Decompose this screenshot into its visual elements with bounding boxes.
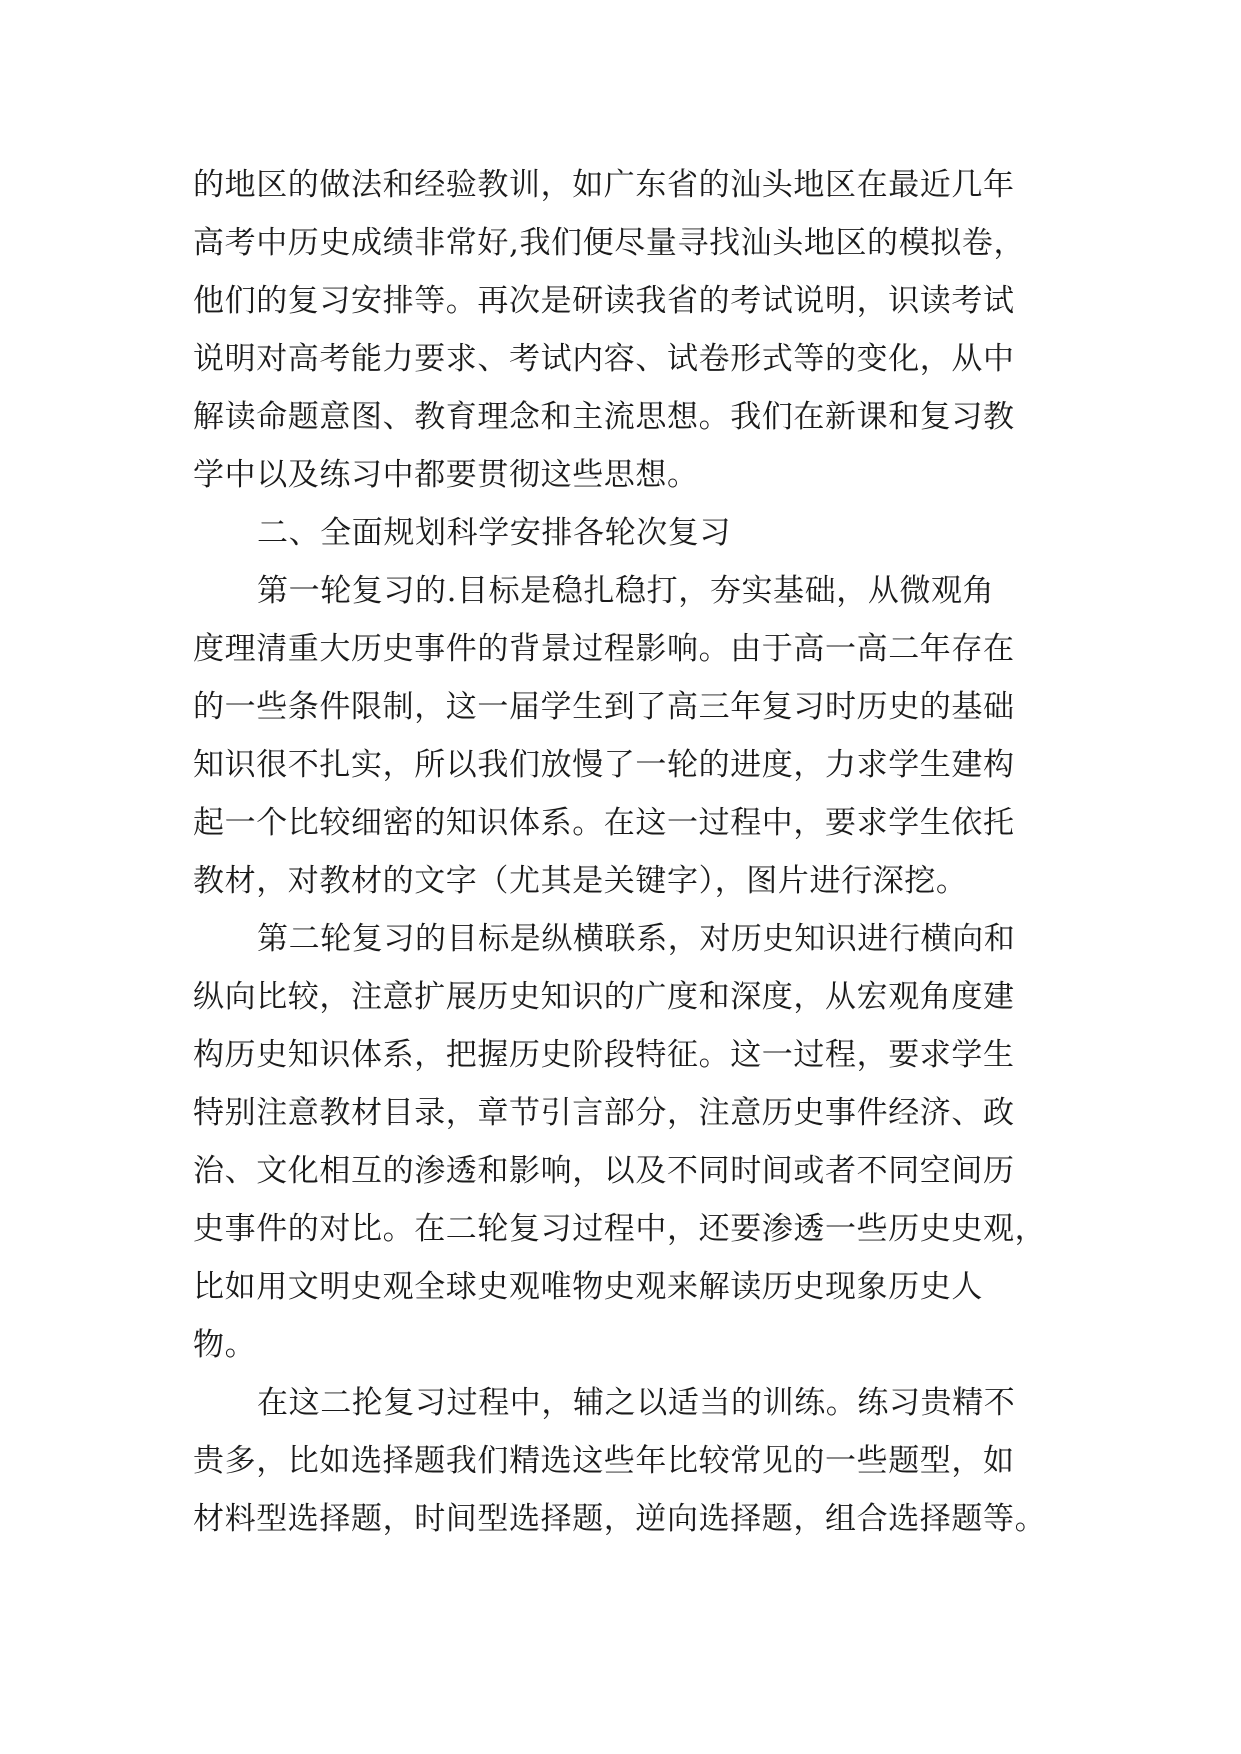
text-line: 在这二抡复习过程中，辅之以适当的训练。练习贵精不 (257, 1385, 1016, 1421)
text-line: 构历史知识体系，把握历史阶段特征。这一过程，要求学生 (193, 1037, 1015, 1073)
section-heading: 二、全面规划科学安排各轮次复习 (257, 515, 731, 551)
text-line: 史事件的对比。在二轮复习过程中，还要渗透一些历史史观， (193, 1211, 1047, 1247)
text-line: 解读命题意图、教育理念和主流思想。我们在新课和复习教 (193, 399, 1015, 435)
document-body (193, 156, 1073, 1548)
text-line: 材料型选择题，时间型选择题，逆向选择题，组合选择题等。 (193, 1501, 1047, 1537)
text-line: 治、文化相互的渗透和影响，以及不同时间或者不同空间历 (193, 1153, 1015, 1189)
text-line: 贵多，比如选择题我们精选这些年比较常见的一些题型，如 (193, 1443, 1015, 1479)
text-line: 他们的复习安排等。再次是研读我省的考试说明，识读考试 (193, 283, 1015, 319)
text-line: 度理清重大历史事件的背景过程影响。由于高一高二年存在 (193, 631, 1015, 667)
text-line: 第二轮复习的目标是纵横联系，对历史知识进行横向和 (257, 921, 1016, 957)
text-line: 教材，对教材的文字（尤其是关键字），图片进行深挖。 (193, 863, 968, 899)
text-line: 第一轮复习的.目标是稳扎稳打，夯实基础，从微观角 (257, 573, 995, 609)
text-line: 的一些条件限制，这一届学生到了高三年复习时历史的基础 (193, 689, 1015, 725)
text-line: 纵向比较，注意扩展历史知识的广度和深度，从宏观角度建 (193, 979, 1015, 1015)
text-line: 比如用文明史观全球史观唯物史观来解读历史现象历史人 (193, 1269, 983, 1305)
text-line: 学中以及练习中都要贯彻这些思想。 (193, 457, 699, 493)
text-line: 特别注意教材目录，章节引言部分，注意历史事件经济、政 (193, 1095, 1015, 1131)
text-line: 高考中历史成绩非常好,我们便尽量寻找汕头地区的模拟卷， (193, 225, 1026, 261)
text-line: 起一个比较细密的知识体系。在这一过程中，要求学生依托 (193, 805, 1015, 841)
text-line: 物。 (193, 1327, 257, 1363)
text-line: 的地区的做法和经验教训，如广东省的汕头地区在最近几年 (193, 167, 1015, 203)
text-line: 知识很不扎实，所以我们放慢了一轮的进度，力求学生建构 (193, 747, 1015, 783)
text-line: 说明对高考能力要求、考试内容、试卷形式等的变化，从中 (193, 341, 1015, 377)
